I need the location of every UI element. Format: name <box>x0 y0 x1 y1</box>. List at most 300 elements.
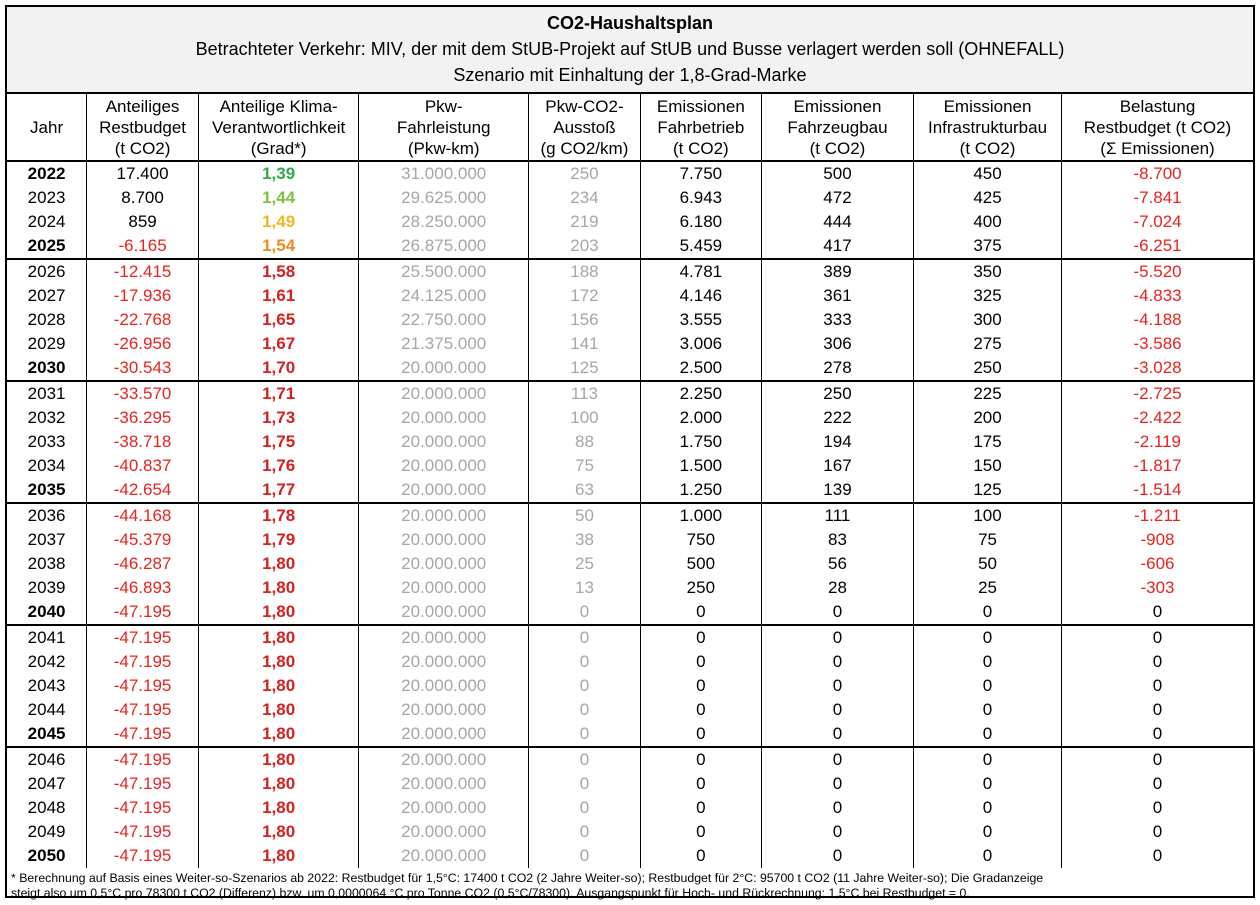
cell-ausstoss: 0 <box>529 674 641 698</box>
cell-infrastruktur: 0 <box>914 747 1062 772</box>
cell-infrastruktur: 100 <box>914 503 1062 528</box>
cell-fahrzeugbau: 0 <box>761 722 913 747</box>
cell-infrastruktur: 225 <box>914 381 1062 406</box>
header-line: Pkw- <box>424 96 463 116</box>
cell-fahrzeugbau: 500 <box>761 161 913 186</box>
cell-grad: 1,79 <box>198 528 358 552</box>
table-row <box>7 478 1253 503</box>
table-row <box>7 650 1253 674</box>
header-line: (t CO2) <box>114 138 171 158</box>
cell-grad: 1,65 <box>198 308 358 332</box>
cell-fahrleistung: 20.000.000 <box>359 552 529 576</box>
cell-infrastruktur: 325 <box>914 284 1062 308</box>
cell-fahrleistung: 26.875.000 <box>359 234 529 259</box>
cell-grad: 1,67 <box>198 332 358 356</box>
cell-grad: 1,75 <box>198 430 358 454</box>
cell-restbudget: -22.768 <box>87 308 199 332</box>
col-fahrzeugbau-header <box>761 94 913 161</box>
header-line: Infrastrukturbau <box>927 117 1048 137</box>
cell-ausstoss: 0 <box>529 844 641 868</box>
cell-infrastruktur: 200 <box>914 406 1062 430</box>
cell-ausstoss: 125 <box>529 356 641 381</box>
cell-fahrbetrieb: 0 <box>640 844 761 868</box>
cell-fahrzeugbau: 0 <box>761 820 913 844</box>
cell-fahrzeugbau: 0 <box>761 698 913 722</box>
table-row <box>7 210 1253 234</box>
cell-infrastruktur: 0 <box>914 674 1062 698</box>
cell-infrastruktur: 125 <box>914 478 1062 503</box>
cell-fahrzeugbau: 0 <box>761 747 913 772</box>
cell-belastung: -2.725 <box>1062 381 1253 406</box>
cell-grad: 1,80 <box>198 820 358 844</box>
header-line: Belastung <box>1119 96 1196 116</box>
cell-infrastruktur: 0 <box>914 796 1062 820</box>
cell-fahrzeugbau: 306 <box>761 332 913 356</box>
table-row <box>7 356 1253 381</box>
cell-fahrleistung: 20.000.000 <box>359 796 529 820</box>
cell-restbudget: -42.654 <box>87 478 199 503</box>
cell-grad: 1,71 <box>198 381 358 406</box>
col-ausstoss-header <box>529 94 641 161</box>
cell-fahrleistung: 29.625.000 <box>359 186 529 210</box>
footnote-line: * Berechnung auf Basis eines Weiter-so-Szenarios ab 2022: Restbudget für 1,5°C: 17400 t CO2 (2 Jahre Weiter-so); Restbudget für 2°C: 95700 t CO2 (11 Jahre Weiter-so); Die Gradanzeige <box>11 871 1044 885</box>
cell-restbudget: -12.415 <box>87 259 199 284</box>
cell-infrastruktur: 375 <box>914 234 1062 259</box>
cell-fahrleistung: 20.000.000 <box>359 674 529 698</box>
header-line: Restbudget (t CO2) <box>1083 117 1232 137</box>
table-row <box>7 161 1253 186</box>
cell-fahrleistung: 20.000.000 <box>359 747 529 772</box>
cell-jahr: 2037 <box>27 530 66 549</box>
cell-fahrleistung: 20.000.000 <box>359 698 529 722</box>
cell-fahrzeugbau: 444 <box>761 210 913 234</box>
cell-restbudget: -36.295 <box>87 406 199 430</box>
page-title: CO2-Haushaltsplan <box>546 13 714 33</box>
header-line: Emissionen <box>656 96 745 116</box>
cell-grad: 1,54 <box>198 234 358 259</box>
cell-fahrbetrieb: 0 <box>640 747 761 772</box>
cell-ausstoss: 234 <box>529 186 641 210</box>
col-belastung-header <box>1062 94 1253 161</box>
cell-belastung: 0 <box>1062 796 1253 820</box>
cell-restbudget: -47.195 <box>87 698 199 722</box>
cell-belastung: -3.586 <box>1062 332 1253 356</box>
cell-fahrleistung: 20.000.000 <box>359 722 529 747</box>
cell-restbudget: -46.287 <box>87 552 199 576</box>
cell-infrastruktur: 300 <box>914 308 1062 332</box>
cell-restbudget: -47.195 <box>87 625 199 650</box>
cell-fahrleistung: 20.000.000 <box>359 454 529 478</box>
cell-fahrleistung: 31.000.000 <box>359 161 529 186</box>
header-line: Anteiliges <box>105 96 180 116</box>
table-row <box>7 625 1253 650</box>
cell-ausstoss: 0 <box>529 820 641 844</box>
cell-belastung: 0 <box>1062 747 1253 772</box>
title-block <box>7 7 1253 94</box>
cell-infrastruktur: 0 <box>914 772 1062 796</box>
cell-restbudget: -45.379 <box>87 528 199 552</box>
header-line: Fahrleistung <box>396 117 491 137</box>
footnote-line: steigt also um 0,5°C pro 78300 t CO2 (Differenz) bzw. um 0,0000064 °C pro Tonne CO2 (0,5°C/78300). Ausgangspunkt für Hoch- und Rückrechnung: 1,5°C bei Restbudget = 0. <box>11 886 970 900</box>
cell-fahrzeugbau: 28 <box>761 576 913 600</box>
cell-grad: 1,78 <box>198 503 358 528</box>
col-fahrleistung-header <box>359 94 529 161</box>
cell-fahrleistung: 20.000.000 <box>359 356 529 381</box>
cell-fahrleistung: 25.500.000 <box>359 259 529 284</box>
cell-restbudget: -47.195 <box>87 747 199 772</box>
cell-jahr: 2042 <box>27 652 66 671</box>
cell-infrastruktur: 0 <box>914 844 1062 868</box>
table-row <box>7 844 1253 868</box>
cell-fahrbetrieb: 0 <box>640 796 761 820</box>
cell-grad: 1,80 <box>198 844 358 868</box>
cell-ausstoss: 13 <box>529 576 641 600</box>
cell-restbudget: -17.936 <box>87 284 199 308</box>
cell-fahrzeugbau: 278 <box>761 356 913 381</box>
cell-restbudget: -47.195 <box>87 722 199 747</box>
cell-fahrleistung: 20.000.000 <box>359 625 529 650</box>
cell-grad: 1,80 <box>198 600 358 625</box>
cell-fahrbetrieb: 3.006 <box>640 332 761 356</box>
page-subtitle: Betrachteter Verkehr: MIV, der mit dem StUB-Projekt auf StUB und Busse verlagert werden soll (OHNEFALL) <box>195 39 1065 59</box>
col-restbudget-header <box>87 94 199 161</box>
cell-ausstoss: 250 <box>529 161 641 186</box>
cell-jahr: 2046 <box>27 750 66 769</box>
cell-fahrzeugbau: 0 <box>761 600 913 625</box>
cell-jahr: 2023 <box>27 188 66 207</box>
cell-belastung: 0 <box>1062 650 1253 674</box>
cell-belastung: -7.841 <box>1062 186 1253 210</box>
table-row <box>7 234 1253 259</box>
cell-grad: 1,80 <box>198 576 358 600</box>
cell-ausstoss: 88 <box>529 430 641 454</box>
cell-jahr: 2043 <box>27 676 66 695</box>
cell-grad: 1,76 <box>198 454 358 478</box>
cell-belastung: -3.028 <box>1062 356 1253 381</box>
header-line: (t CO2) <box>809 138 866 158</box>
cell-infrastruktur: 150 <box>914 454 1062 478</box>
cell-infrastruktur: 0 <box>914 650 1062 674</box>
cell-grad: 1,73 <box>198 406 358 430</box>
cell-infrastruktur: 400 <box>914 210 1062 234</box>
cell-fahrzeugbau: 0 <box>761 796 913 820</box>
cell-infrastruktur: 75 <box>914 528 1062 552</box>
cell-fahrzeugbau: 250 <box>761 381 913 406</box>
cell-restbudget: -47.195 <box>87 772 199 796</box>
cell-fahrzeugbau: 389 <box>761 259 913 284</box>
header-line: (g CO2/km) <box>540 138 629 158</box>
cell-restbudget: 17.400 <box>87 161 199 186</box>
cell-fahrbetrieb: 6.180 <box>640 210 761 234</box>
cell-infrastruktur: 425 <box>914 186 1062 210</box>
cell-fahrzeugbau: 0 <box>761 625 913 650</box>
cell-restbudget: -47.195 <box>87 820 199 844</box>
cell-jahr: 2040 <box>7 600 87 625</box>
cell-fahrzeugbau: 56 <box>761 552 913 576</box>
cell-ausstoss: 113 <box>529 381 641 406</box>
cell-fahrbetrieb: 250 <box>640 576 761 600</box>
cell-ausstoss: 63 <box>529 478 641 503</box>
col-grad-header <box>198 94 358 161</box>
cell-ausstoss: 50 <box>529 503 641 528</box>
table-row <box>7 796 1253 820</box>
cell-fahrbetrieb: 1.750 <box>640 430 761 454</box>
cell-jahr: 2031 <box>27 384 66 403</box>
table-row <box>7 698 1253 722</box>
header-line: Verantwortlichkeit <box>212 117 346 137</box>
cell-grad: 1,80 <box>198 552 358 576</box>
cell-fahrzeugbau: 0 <box>761 772 913 796</box>
header-line: (Grad*) <box>250 138 307 158</box>
cell-ausstoss: 0 <box>529 698 641 722</box>
table-row <box>7 430 1253 454</box>
header-line: (t CO2) <box>673 138 729 158</box>
cell-fahrzeugbau: 361 <box>761 284 913 308</box>
cell-grad: 1,80 <box>198 772 358 796</box>
cell-fahrleistung: 20.000.000 <box>359 406 529 430</box>
cell-fahrbetrieb: 1.250 <box>640 478 761 503</box>
cell-fahrbetrieb: 0 <box>640 650 761 674</box>
cell-infrastruktur: 175 <box>914 430 1062 454</box>
cell-restbudget: -47.195 <box>87 600 199 625</box>
cell-fahrbetrieb: 1.000 <box>640 503 761 528</box>
header-line: Fahrbetrieb <box>657 117 745 137</box>
cell-ausstoss: 172 <box>529 284 641 308</box>
cell-ausstoss: 156 <box>529 308 641 332</box>
cell-infrastruktur: 350 <box>914 259 1062 284</box>
cell-grad: 1,61 <box>198 284 358 308</box>
cell-ausstoss: 75 <box>529 454 641 478</box>
header-line: (t CO2) <box>959 138 1016 158</box>
header-line: Jahr <box>30 117 64 137</box>
cell-jahr: 2050 <box>27 846 66 865</box>
header-line: Anteilige Klima- <box>219 96 338 116</box>
cell-restbudget: -40.837 <box>87 454 199 478</box>
cell-jahr: 2036 <box>27 506 66 525</box>
table-row <box>7 308 1253 332</box>
cell-fahrbetrieb: 500 <box>640 552 761 576</box>
cell-infrastruktur: 0 <box>914 820 1062 844</box>
cell-fahrbetrieb: 2.000 <box>640 406 761 430</box>
table-row <box>7 600 1253 625</box>
cell-fahrbetrieb: 4.146 <box>640 284 761 308</box>
cell-grad: 1,44 <box>198 186 358 210</box>
cell-ausstoss: 0 <box>529 722 641 747</box>
table-row <box>7 503 1253 528</box>
cell-fahrleistung: 28.250.000 <box>359 210 529 234</box>
cell-restbudget: 8.700 <box>87 186 199 210</box>
cell-jahr: 2032 <box>27 408 66 427</box>
cell-jahr: 2047 <box>27 774 66 793</box>
cell-infrastruktur: 50 <box>914 552 1062 576</box>
cell-infrastruktur: 0 <box>914 698 1062 722</box>
cell-belastung: 0 <box>1062 698 1253 722</box>
cell-grad: 1,49 <box>198 210 358 234</box>
cell-fahrbetrieb: 1.500 <box>640 454 761 478</box>
cell-fahrzeugbau: 0 <box>761 650 913 674</box>
cell-fahrbetrieb: 3.555 <box>640 308 761 332</box>
cell-jahr: 2027 <box>27 286 66 305</box>
cell-fahrzeugbau: 222 <box>761 406 913 430</box>
col-infrastruktur-header <box>914 94 1062 161</box>
header-line: Restbudget <box>99 117 187 137</box>
cell-belastung: 0 <box>1062 625 1253 650</box>
cell-fahrleistung: 20.000.000 <box>359 478 529 503</box>
cell-infrastruktur: 25 <box>914 576 1062 600</box>
table-row <box>7 406 1253 430</box>
cell-fahrbetrieb: 0 <box>640 600 761 625</box>
cell-fahrzeugbau: 167 <box>761 454 913 478</box>
header-line: Fahrzeugbau <box>787 117 888 137</box>
cell-fahrzeugbau: 472 <box>761 186 913 210</box>
cell-fahrbetrieb: 5.459 <box>640 234 761 259</box>
cell-belastung: -4.833 <box>1062 284 1253 308</box>
cell-ausstoss: 0 <box>529 747 641 772</box>
header-line: Emissionen <box>943 96 1032 116</box>
co2-budget-sheet <box>5 5 1255 898</box>
cell-fahrleistung: 22.750.000 <box>359 308 529 332</box>
cell-restbudget: -30.543 <box>87 356 199 381</box>
table-row <box>7 552 1253 576</box>
cell-belastung: -5.520 <box>1062 259 1253 284</box>
cell-infrastruktur: 0 <box>914 722 1062 747</box>
cell-belastung: -8.700 <box>1062 161 1253 186</box>
cell-fahrleistung: 21.375.000 <box>359 332 529 356</box>
cell-belastung: -1.211 <box>1062 503 1253 528</box>
table-row <box>7 332 1253 356</box>
cell-jahr: 2039 <box>27 578 66 597</box>
cell-belastung: -303 <box>1062 576 1253 600</box>
cell-grad: 1,80 <box>198 722 358 747</box>
header-line: (Pkw-km) <box>407 138 480 158</box>
cell-belastung: 0 <box>1062 772 1253 796</box>
cell-grad: 1,58 <box>198 259 358 284</box>
cell-fahrleistung: 20.000.000 <box>359 576 529 600</box>
cell-fahrzeugbau: 0 <box>761 844 913 868</box>
cell-fahrbetrieb: 7.750 <box>640 161 761 186</box>
cell-belastung: -1.817 <box>1062 454 1253 478</box>
cell-jahr: 2022 <box>27 164 66 183</box>
cell-belastung: -1.514 <box>1062 478 1253 503</box>
cell-ausstoss: 38 <box>529 528 641 552</box>
cell-restbudget: 859 <box>87 210 199 234</box>
cell-fahrbetrieb: 2.500 <box>640 356 761 381</box>
cell-infrastruktur: 275 <box>914 332 1062 356</box>
cell-fahrbetrieb: 750 <box>640 528 761 552</box>
table-row <box>7 381 1253 406</box>
table-row <box>7 722 1253 747</box>
cell-belastung: 0 <box>1062 820 1253 844</box>
table-row <box>7 186 1253 210</box>
cell-ausstoss: 0 <box>529 625 641 650</box>
cell-fahrzeugbau: 83 <box>761 528 913 552</box>
header-line: Ausstoß <box>553 117 616 137</box>
cell-fahrzeugbau: 0 <box>761 674 913 698</box>
table-row <box>7 820 1253 844</box>
cell-belastung: -908 <box>1062 528 1253 552</box>
cell-restbudget: -47.195 <box>87 796 199 820</box>
table-row <box>7 747 1253 772</box>
cell-jahr: 2041 <box>27 628 66 647</box>
cell-fahrbetrieb: 2.250 <box>640 381 761 406</box>
cell-jahr: 2028 <box>27 310 66 329</box>
cell-ausstoss: 219 <box>529 210 641 234</box>
cell-jahr: 2034 <box>27 456 66 475</box>
cell-ausstoss: 141 <box>529 332 641 356</box>
cell-jahr: 2049 <box>27 822 66 841</box>
table-row <box>7 454 1253 478</box>
cell-ausstoss: 0 <box>529 600 641 625</box>
header-row <box>7 94 1253 161</box>
cell-jahr: 2026 <box>27 262 66 281</box>
table-row <box>7 674 1253 698</box>
cell-fahrleistung: 20.000.000 <box>359 381 529 406</box>
cell-fahrleistung: 20.000.000 <box>359 650 529 674</box>
cell-infrastruktur: 0 <box>914 600 1062 625</box>
cell-fahrbetrieb: 0 <box>640 820 761 844</box>
cell-restbudget: -26.956 <box>87 332 199 356</box>
cell-restbudget: -46.893 <box>87 576 199 600</box>
table-body <box>7 161 1253 868</box>
scenario-label: Szenario mit Einhaltung der 1,8-Grad-Marke <box>453 65 807 85</box>
table-row <box>7 772 1253 796</box>
cell-jahr: 2035 <box>7 478 87 503</box>
budget-table <box>7 94 1253 868</box>
cell-jahr: 2025 <box>7 234 87 259</box>
cell-belastung: -4.188 <box>1062 308 1253 332</box>
cell-belastung: -6.251 <box>1062 234 1253 259</box>
cell-belastung: 0 <box>1062 844 1253 868</box>
cell-grad: 1,80 <box>198 650 358 674</box>
cell-jahr: 2048 <box>27 798 66 817</box>
cell-jahr: 2038 <box>27 554 66 573</box>
cell-grad: 1,70 <box>198 356 358 381</box>
table-row <box>7 576 1253 600</box>
cell-jahr: 2024 <box>27 212 66 231</box>
cell-restbudget: -47.195 <box>87 674 199 698</box>
cell-belastung: -606 <box>1062 552 1253 576</box>
cell-ausstoss: 203 <box>529 234 641 259</box>
cell-jahr: 2030 <box>7 356 87 381</box>
cell-fahrzeugbau: 417 <box>761 234 913 259</box>
header-line: Emissionen <box>793 96 882 116</box>
cell-jahr: 2033 <box>27 432 66 451</box>
cell-restbudget: -44.168 <box>87 503 199 528</box>
col-jahr-header <box>7 94 87 161</box>
cell-ausstoss: 25 <box>529 552 641 576</box>
header-line: Pkw-CO2- <box>545 96 624 116</box>
cell-ausstoss: 188 <box>529 259 641 284</box>
cell-ausstoss: 0 <box>529 796 641 820</box>
cell-fahrbetrieb: 0 <box>640 772 761 796</box>
col-fahrbetrieb-header <box>640 94 761 161</box>
cell-infrastruktur: 0 <box>914 625 1062 650</box>
cell-grad: 1,80 <box>198 747 358 772</box>
cell-jahr: 2044 <box>27 700 66 719</box>
cell-grad: 1,80 <box>198 796 358 820</box>
cell-fahrbetrieb: 0 <box>640 698 761 722</box>
footnote <box>7 868 1253 901</box>
cell-fahrbetrieb: 6.943 <box>640 186 761 210</box>
cell-grad: 1,80 <box>198 698 358 722</box>
cell-infrastruktur: 450 <box>914 161 1062 186</box>
table-row <box>7 284 1253 308</box>
cell-fahrleistung: 20.000.000 <box>359 600 529 625</box>
cell-fahrleistung: 20.000.000 <box>359 820 529 844</box>
cell-fahrbetrieb: 4.781 <box>640 259 761 284</box>
cell-grad: 1,80 <box>198 625 358 650</box>
cell-fahrleistung: 20.000.000 <box>359 844 529 868</box>
